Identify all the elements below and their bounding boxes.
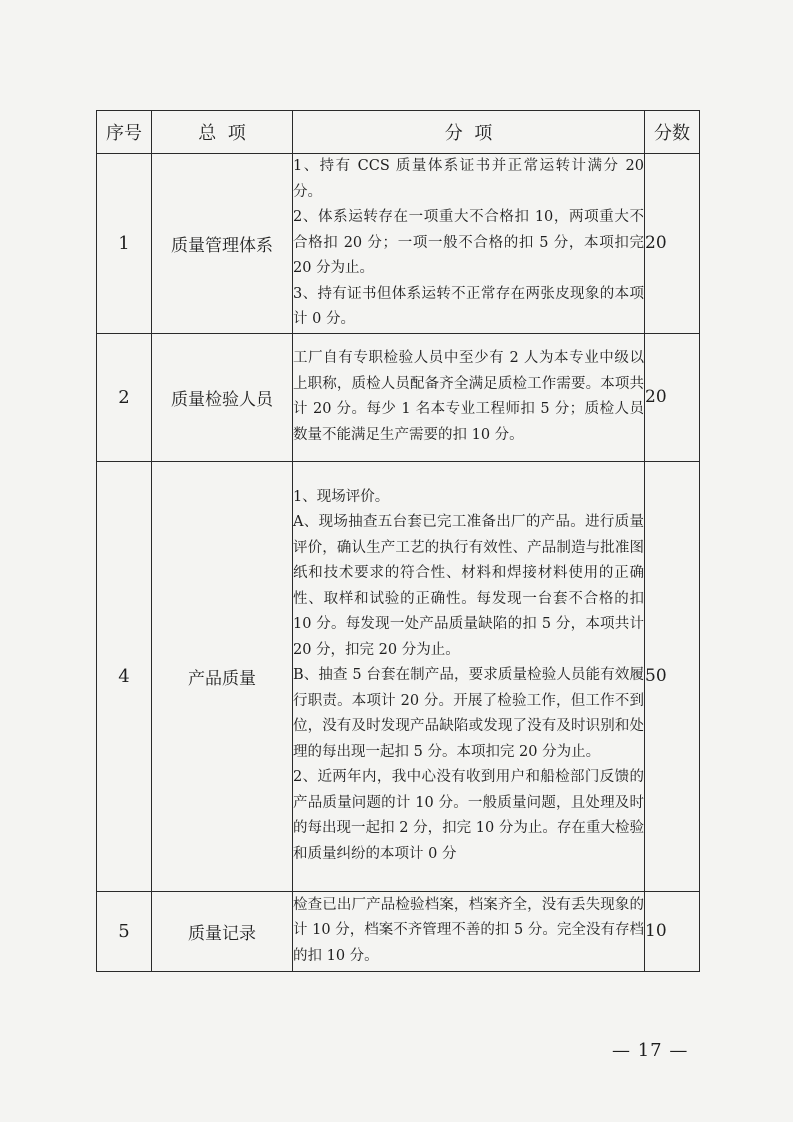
row-main-item: 产品质量 xyxy=(152,461,293,891)
row-sub-items xyxy=(293,461,645,891)
sub-item-text: 检查已出厂产品检验档案，档案齐全，没有丢失现象的计 10 分，档案不齐管理不善的扣 5 分。完全没有存档的扣 10 分。 xyxy=(293,896,644,964)
table-row xyxy=(97,461,700,891)
header-score: 分数 xyxy=(645,111,700,154)
sub-item-text: 1、持有 CCS 质量体系证书并正常运转计满分 20 分。 xyxy=(293,158,644,200)
row-sub-items xyxy=(293,154,645,334)
table-row xyxy=(97,891,700,971)
row-score: 10 xyxy=(645,891,700,971)
sub-item-text: 1、现场评价。 xyxy=(293,488,390,505)
row-seq: 1 xyxy=(97,154,152,334)
row-seq: 5 xyxy=(97,891,152,971)
table-row xyxy=(97,154,700,334)
sub-item-text: 2、体系运转存在一项重大不合格扣 10，两项重大不合格扣 20 分；一项一般不合格的扣 5 分，本项扣完 20 分为止。 xyxy=(293,209,644,276)
header-main-item: 总 项 xyxy=(152,111,293,154)
scoring-table xyxy=(96,110,700,972)
header-seq: 序号 xyxy=(97,111,152,154)
sub-item-text: 工厂自有专职检验人员中至少有 2 人为本专业中级以上职称，质检人员配备齐全满足质检工作需要。本项共计 20 分。每少 1 名本专业工程师扣 5 分；质检人员数量不能满足生产需要的扣 10 分。 xyxy=(293,350,644,443)
table-row xyxy=(97,333,700,461)
row-score: 50 xyxy=(645,461,700,891)
row-main-item: 质量管理体系 xyxy=(152,154,293,334)
header-sub-item: 分 项 xyxy=(293,111,645,154)
row-seq: 4 xyxy=(97,461,152,891)
row-main-item: 质量检验人员 xyxy=(152,333,293,461)
sub-item-text: A、现场抽查五台套已完工准备出厂的产品。进行质量评价，确认生产工艺的执行有效性、产品制造与批准图纸和技术要求的符合性、材料和焊接材料使用的正确性、取样和试验的正确性。每发现一台套不合格的扣 10 分。每发现一处产品质量缺陷的扣 5 分，本项共计 20 分，扣完 20 分为止。 xyxy=(293,514,644,658)
table-header-row xyxy=(97,111,700,154)
row-score: 20 xyxy=(645,154,700,334)
sub-item-text: 3、持有证书但体系运转不正常存在两张皮现象的本项计 0 分。 xyxy=(293,285,644,327)
page-number: — 17 — xyxy=(612,1040,689,1061)
row-seq: 2 xyxy=(97,333,152,461)
sub-item-text: B、抽查 5 台套在制产品，要求质量检验人员能有效履行职责。本项计 20 分。开展了检验工作，但工作不到位，没有及时发现产品缺陷或发现了没有及时识别和处理的每出现一起扣 5 分。本项扣完 20 分为止。 xyxy=(293,667,644,760)
sub-item-text: 2、近两年内，我中心没有收到用户和船检部门反馈的产品质量问题的计 10 分。一般质量问题，且处理及时的每出现一起扣 2 分，扣完 10 分为止。存在重大检验和质量纠纷的本项计 0 分 xyxy=(293,769,644,862)
row-score: 20 xyxy=(645,333,700,461)
row-sub-items xyxy=(293,891,645,971)
row-main-item: 质量记录 xyxy=(152,891,293,971)
row-sub-items xyxy=(293,333,645,461)
